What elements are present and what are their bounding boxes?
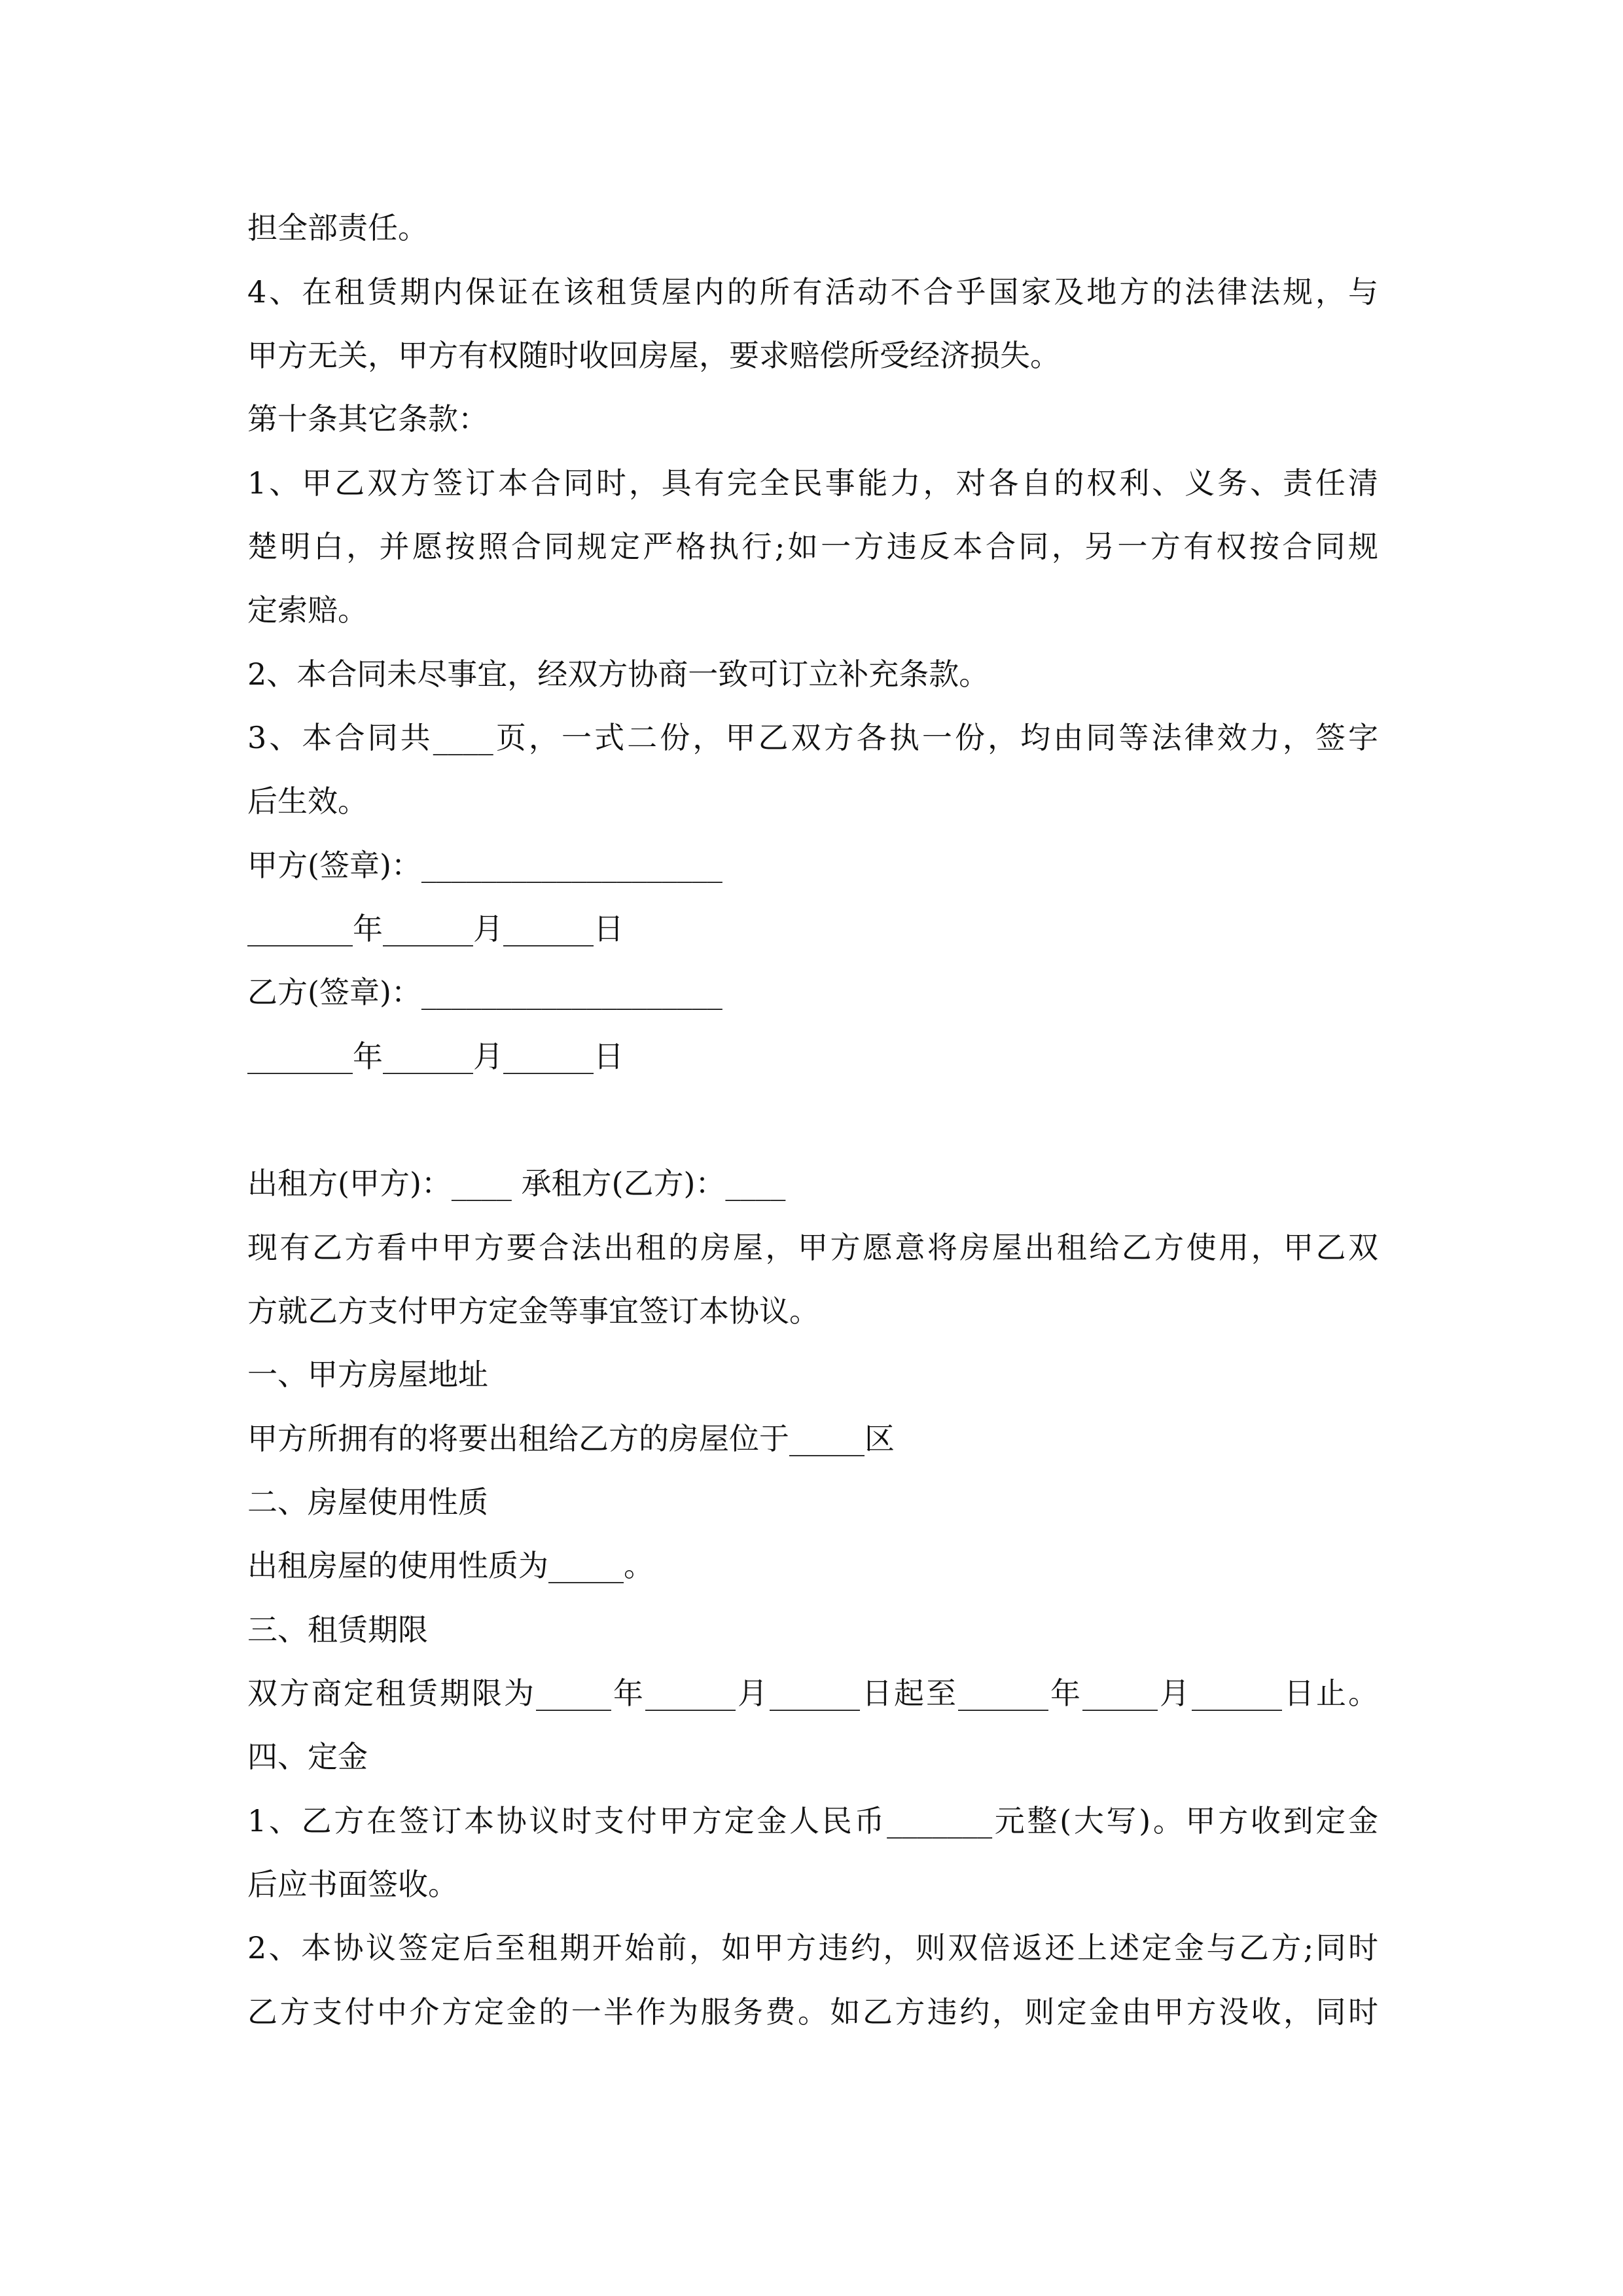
section-heading: 第十条其它条款： — [247, 401, 488, 437]
section-heading: 三、租赁期限 — [247, 1612, 428, 1647]
text-line: 现有乙方看中甲方要合法出租的房屋，甲方愿意将房屋出租给乙方使用，甲乙双 — [247, 1230, 1378, 1265]
party-a-date-line: _______年______月______日 — [247, 911, 624, 946]
text-line: 4、在租赁期内保证在该租赁屋内的所有活动不合乎国家及地方的法律法规，与 — [247, 274, 1378, 310]
section-heading: 一、甲方房屋地址 — [247, 1357, 488, 1392]
party-a-signature-line: 甲方(签章)：____________________ — [247, 848, 722, 883]
party-b-date-line: _______年______月______日 — [247, 1039, 624, 1074]
text-line: 3、本合同共____页，一式二份，甲乙双方各执一份，均由同等法律效力，签字 — [247, 720, 1378, 755]
text-line: 出租房屋的使用性质为_____。 — [247, 1548, 654, 1583]
text-line: 担全部责任。 — [247, 210, 428, 245]
parties-line: 出租方(甲方)：____ 承租方(乙方)：____ — [247, 1166, 786, 1201]
party-b-signature-line: 乙方(签章)：____________________ — [247, 975, 722, 1010]
section-heading: 四、定金 — [247, 1739, 368, 1774]
text-line: 1、甲乙双方签订本合同时，具有完全民事能力，对各自的权利、义务、责任清 — [247, 465, 1378, 501]
text-line: 甲方所拥有的将要出租给乙方的房屋位于_____区 — [247, 1421, 895, 1456]
text-line: 后应书面签收。 — [247, 1867, 458, 1902]
text-line: 1、乙方在签订本协议时支付甲方定金人民币_______元整(大写)。甲方收到定金 — [247, 1803, 1378, 1839]
text-line: 楚明白，并愿按照合同规定严格执行;如一方违反本合同，另一方有权按合同规 — [247, 529, 1378, 564]
text-line: 甲方无关，甲方有权随时收回房屋，要求赔偿所受经济损失。 — [247, 338, 1060, 373]
lease-term-line: 双方商定租赁期限为_____年______月______日起至______年_____月______日止。 — [247, 1676, 1378, 1711]
text-line: 后生效。 — [247, 783, 368, 819]
text-line: 2、本协议签定后至租期开始前，如甲方违约，则双倍返还上述定金与乙方;同时 — [247, 1930, 1378, 1965]
section-heading: 二、房屋使用性质 — [247, 1484, 488, 1520]
text-line: 乙方支付中介方定金的一半作为服务费。如乙方违约，则定金由甲方没收，同时 — [247, 1994, 1378, 2030]
text-line: 2、本合同未尽事宜，经双方协商一致可订立补充条款。 — [247, 656, 990, 692]
text-line: 定索赔。 — [247, 592, 368, 628]
text-line: 方就乙方支付甲方定金等事宜签订本协议。 — [247, 1293, 819, 1329]
